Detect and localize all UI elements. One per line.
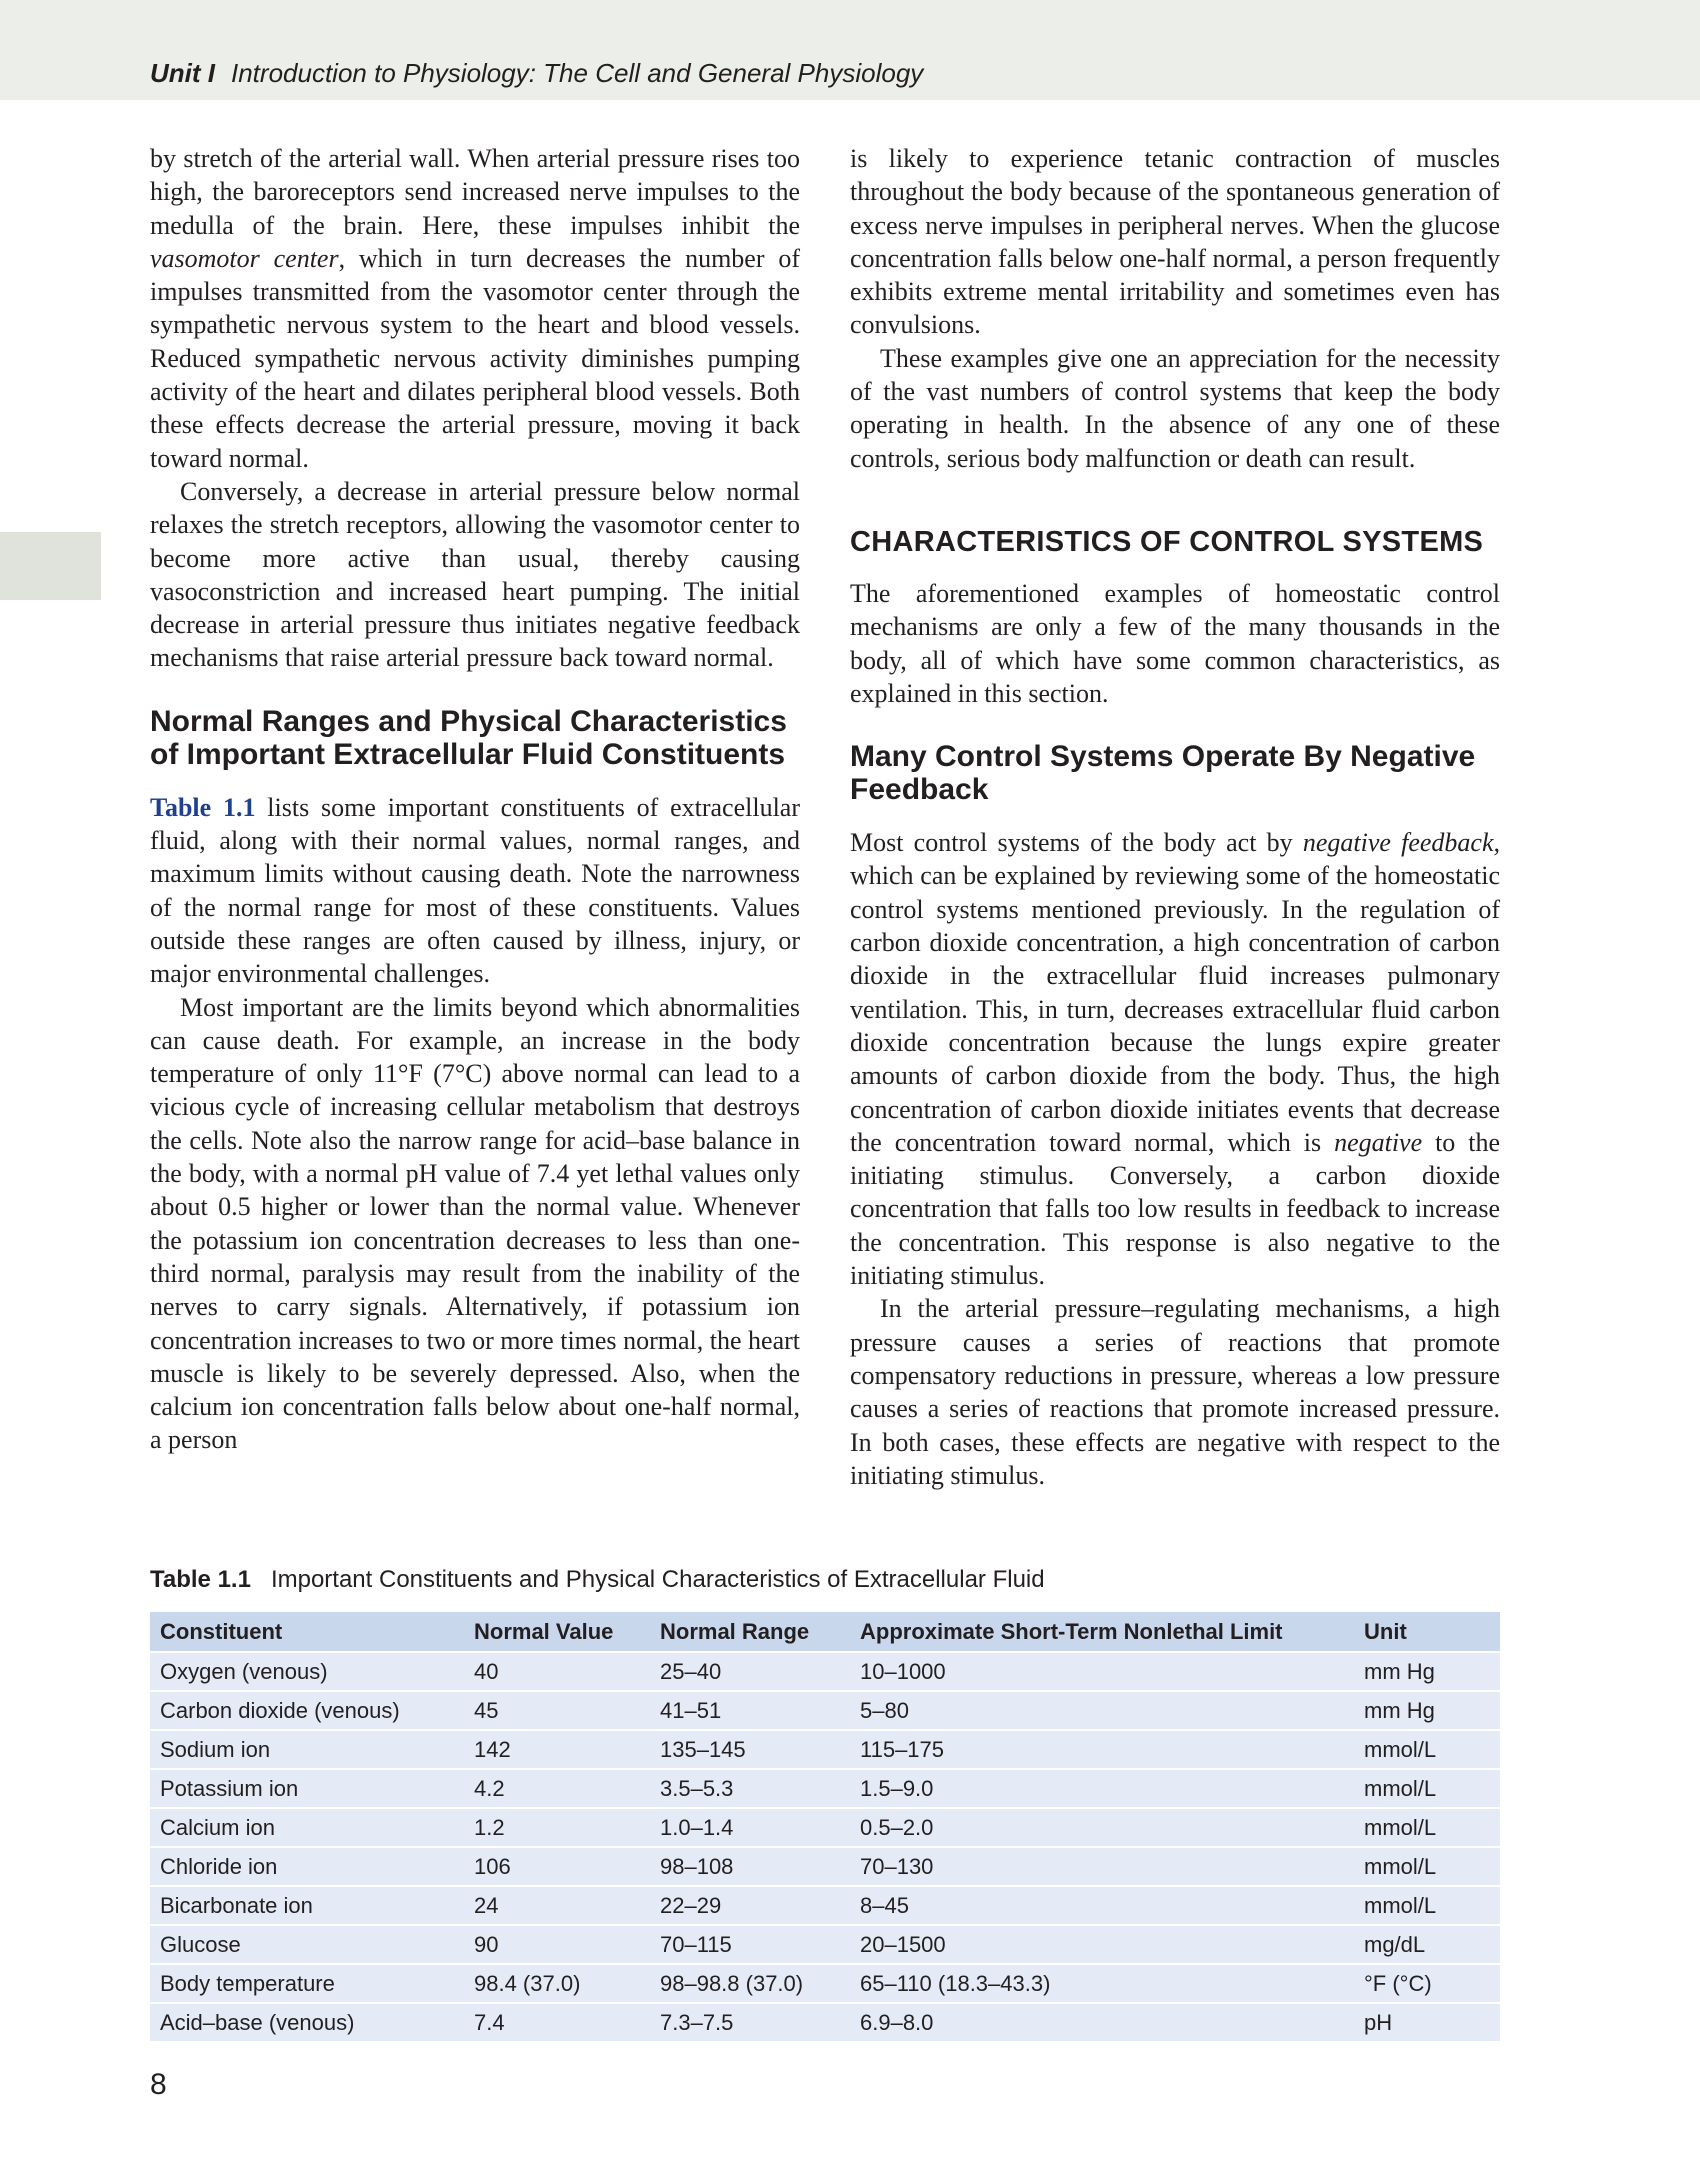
right-column xyxy=(850,142,1500,1492)
table-cell: 4.2 xyxy=(464,1769,650,1808)
table-cell: 98–108 xyxy=(650,1847,850,1886)
right-paragraph-4: Most control systems of the body act by negative feedback, which can be explained by reviewing some of the homeostatic control systems mentioned previously. In the regulation of carbon dioxide concentration, a high concentration of carbon dioxide in the extracellular fluid increases pulmonary ventilation. This, in turn, decreases extracellular fluid carbon dioxide concentration because the lungs expire greater amounts of carbon dioxide from the body. Thus, the high concentration of carbon dioxide initiates events that decrease the concentration toward normal, which is negative to the initiating stimulus. Conversely, a carbon dioxide concentration that falls too low results in feedback to increase the concentration. This response is also negative to the initiating stimulus. xyxy=(850,828,1500,1291)
section-heading-negative-feedback: Many Control Systems Operate By Negative Feedback xyxy=(850,740,1476,807)
table-cell: 115–175 xyxy=(850,1730,1354,1769)
table-cell: 70–130 xyxy=(850,1847,1354,1886)
table-cell: 7.4 xyxy=(464,2003,650,2042)
header-cell: Normal Value xyxy=(464,1612,650,1652)
right-paragraph-2: These examples give one an appreciation for the necessity of the vast numbers of control systems that keep the body operating in health. In the absence of any one of these controls, serious body malfunction or death can result. xyxy=(850,343,1500,473)
table-cell: mmol/L xyxy=(1354,1808,1500,1847)
table-body xyxy=(150,1652,1500,2042)
left-paragraph-2: Conversely, a decrease in arterial pressure below normal relaxes the stretch receptors, allowing the vasomotor center to become more active than usual, thereby causing vasoconstriction and increased heart pumping. The initial decrease in arterial pressure thus initiates negative feedback mechanisms that raise arterial pressure back toward normal. xyxy=(150,476,800,673)
header-cell: Unit xyxy=(1354,1612,1500,1652)
table-cell: 142 xyxy=(464,1730,650,1769)
constituents-table xyxy=(150,1612,1500,2043)
running-header-text xyxy=(150,58,923,89)
left-paragraph-1: by stretch of the arterial wall. When arterial pressure rises too high, the baroreceptors send increased nerve impulses to the medulla of the brain. Here, these impulses inhibit the vasomotor center, which in turn decreases the number of impulses transmitted from the vasomotor center through the sympathetic nervous system to the heart and blood vessels. Reduced sympathetic nervous activity diminishes pumping activity of the heart and dilates peripheral blood vessels. Both these effects decrease the arterial pressure, moving it back toward normal. xyxy=(150,144,800,473)
table-cell: 3.5–5.3 xyxy=(650,1769,850,1808)
table-cell: 45 xyxy=(464,1691,650,1730)
table-cell: 1.2 xyxy=(464,1808,650,1847)
table-cell: mm Hg xyxy=(1354,1691,1500,1730)
table-row xyxy=(150,1808,1500,1847)
side-thumb-tab xyxy=(0,532,101,600)
vasomotor-center-emphasis: vasomotor center xyxy=(150,243,339,273)
table-cell: Acid–base (venous) xyxy=(150,2003,464,2042)
table-row xyxy=(150,2003,1500,2042)
table-cell: mmol/L xyxy=(1354,1886,1500,1925)
table-row xyxy=(150,1730,1500,1769)
table-cell: 41–51 xyxy=(650,1691,850,1730)
negative-feedback-emphasis: negative feedback, xyxy=(1302,828,1500,858)
table-cell: Bicarbonate ion xyxy=(150,1886,464,1925)
right-paragraph-1: is likely to experience tetanic contraction of muscles throughout the body because of the spontaneous generation of excess nerve impulses in peripheral nerves. When the glucose concentration falls below one-half normal, a person frequently exhibits extreme mental irritability and sometimes even has convulsions. xyxy=(850,144,1500,340)
table-cell: 98.4 (37.0) xyxy=(464,1964,650,2003)
header-cell: Approximate Short-Term Nonlethal Limit xyxy=(850,1612,1354,1652)
table-cell: 1.5–9.0 xyxy=(850,1769,1354,1808)
table-cell: 0.5–2.0 xyxy=(850,1808,1354,1847)
table-cell: 22–29 xyxy=(650,1886,850,1925)
header-cell: Normal Range xyxy=(650,1612,850,1652)
right-paragraph-3: The aforementioned examples of homeostatic control mechanisms are only a few of the many thousands in the body, all of which have some common characteristics, as explained in this section. xyxy=(850,578,1500,708)
table-cell: 98–98.8 (37.0) xyxy=(650,1964,850,2003)
table-cell: 24 xyxy=(464,1886,650,1925)
table-cell: 1.0–1.4 xyxy=(650,1808,850,1847)
table-row xyxy=(150,1886,1500,1925)
page-number: 8 xyxy=(150,2068,167,2101)
table-cell: Sodium ion xyxy=(150,1730,464,1769)
table-cell: mmol/L xyxy=(1354,1769,1500,1808)
table-row xyxy=(150,1652,1500,1691)
table-cell: mmol/L xyxy=(1354,1730,1500,1769)
table-cell: 106 xyxy=(464,1847,650,1886)
table-cell: 8–45 xyxy=(850,1886,1354,1925)
table-cell: 135–145 xyxy=(650,1730,850,1769)
chapter-title: Introduction to Physiology: The Cell and General Physiology xyxy=(231,58,924,88)
table-cell: Oxygen (venous) xyxy=(150,1652,464,1691)
table-cell: 10–1000 xyxy=(850,1652,1354,1691)
table-cell: Carbon dioxide (venous) xyxy=(150,1691,464,1730)
table-cell: mm Hg xyxy=(1354,1652,1500,1691)
table-cell: Body temperature xyxy=(150,1964,464,2003)
left-paragraph-4: Most important are the limits beyond which abnormalities can cause death. For example, an increase in the body temperature of only 11°F (7°C) above normal can lead to a vicious cycle of increasing cellular metabolism that destroys the cells. Note also the narrow range for acid–base balance in the body, with a normal pH value of 7.4 yet lethal values only about 0.5 higher or lower than the normal value. Whenever the potassium ion concentration decreases to less than one-third normal, paralysis may result from the inability of the nerves to carry signals. Alternatively, if potassium ion concentration increases to two or more times normal, the heart muscle is likely to be severely depressed. Also, when the calcium ion concentration falls below about one-half normal, a person xyxy=(150,992,800,1455)
header-cell: Constituent xyxy=(150,1612,464,1652)
table-cell: mg/dL xyxy=(1354,1925,1500,1964)
section-heading-normal-ranges: Normal Ranges and Physical Characteristics of Important Extracellular Fluid Constituents xyxy=(150,704,787,771)
table-cell: mmol/L xyxy=(1354,1847,1500,1886)
table-header-row xyxy=(150,1612,1500,1652)
unit-label: Unit I xyxy=(150,58,215,88)
table-row xyxy=(150,1925,1500,1964)
table-row xyxy=(150,1847,1500,1886)
table-row xyxy=(150,1769,1500,1808)
table-number: Table 1.1 xyxy=(150,1566,251,1593)
section-heading-control-systems: CHARACTERISTICS OF CONTROL SYSTEMS xyxy=(850,525,1484,558)
table-cell: Chloride ion xyxy=(150,1847,464,1886)
table-cell: 7.3–7.5 xyxy=(650,2003,850,2042)
right-paragraph-5: In the arterial pressure–regulating mechanisms, a high pressure causes a series of reactions that promote compensatory reductions in pressure, whereas a low pressure causes a series of reactions that promote increased pressure. In both cases, these effects are negative with respect to the initiating stimulus. xyxy=(850,1294,1500,1490)
table-caption xyxy=(150,1566,1045,1594)
table-cell: pH xyxy=(1354,2003,1500,2042)
table-row xyxy=(150,1691,1500,1730)
negative-emphasis: negative xyxy=(1334,1127,1423,1157)
table-cell: 6.9–8.0 xyxy=(850,2003,1354,2042)
left-column xyxy=(150,142,800,1457)
table-cell: 20–1500 xyxy=(850,1925,1354,1964)
table-row xyxy=(150,1964,1500,2003)
table-title: Important Constituents and Physical Characteristics of Extracellular Fluid xyxy=(270,1566,1045,1593)
table-cell: Glucose xyxy=(150,1925,464,1964)
table-cell: Potassium ion xyxy=(150,1769,464,1808)
table-reference-link[interactable]: Table 1.1 xyxy=(150,792,256,822)
table-cell: 25–40 xyxy=(650,1652,850,1691)
table-cell: 65–110 (18.3–43.3) xyxy=(850,1964,1354,2003)
table-cell: 70–115 xyxy=(650,1925,850,1964)
left-paragraph-3: Table 1.1 lists some important constituents of extracellular fluid, along with their normal values, normal ranges, and maximum limits without causing death. Note the narrowness of the normal range for most of these constituents. Values outside these ranges are often caused by illness, injury, or major environmental challenges. xyxy=(150,792,800,989)
table-cell: 5–80 xyxy=(850,1691,1354,1730)
table-cell: °F (°C) xyxy=(1354,1964,1500,2003)
table-cell: Calcium ion xyxy=(150,1808,464,1847)
table-cell: 40 xyxy=(464,1652,650,1691)
table-cell: 90 xyxy=(464,1925,650,1964)
running-header xyxy=(0,0,1700,100)
